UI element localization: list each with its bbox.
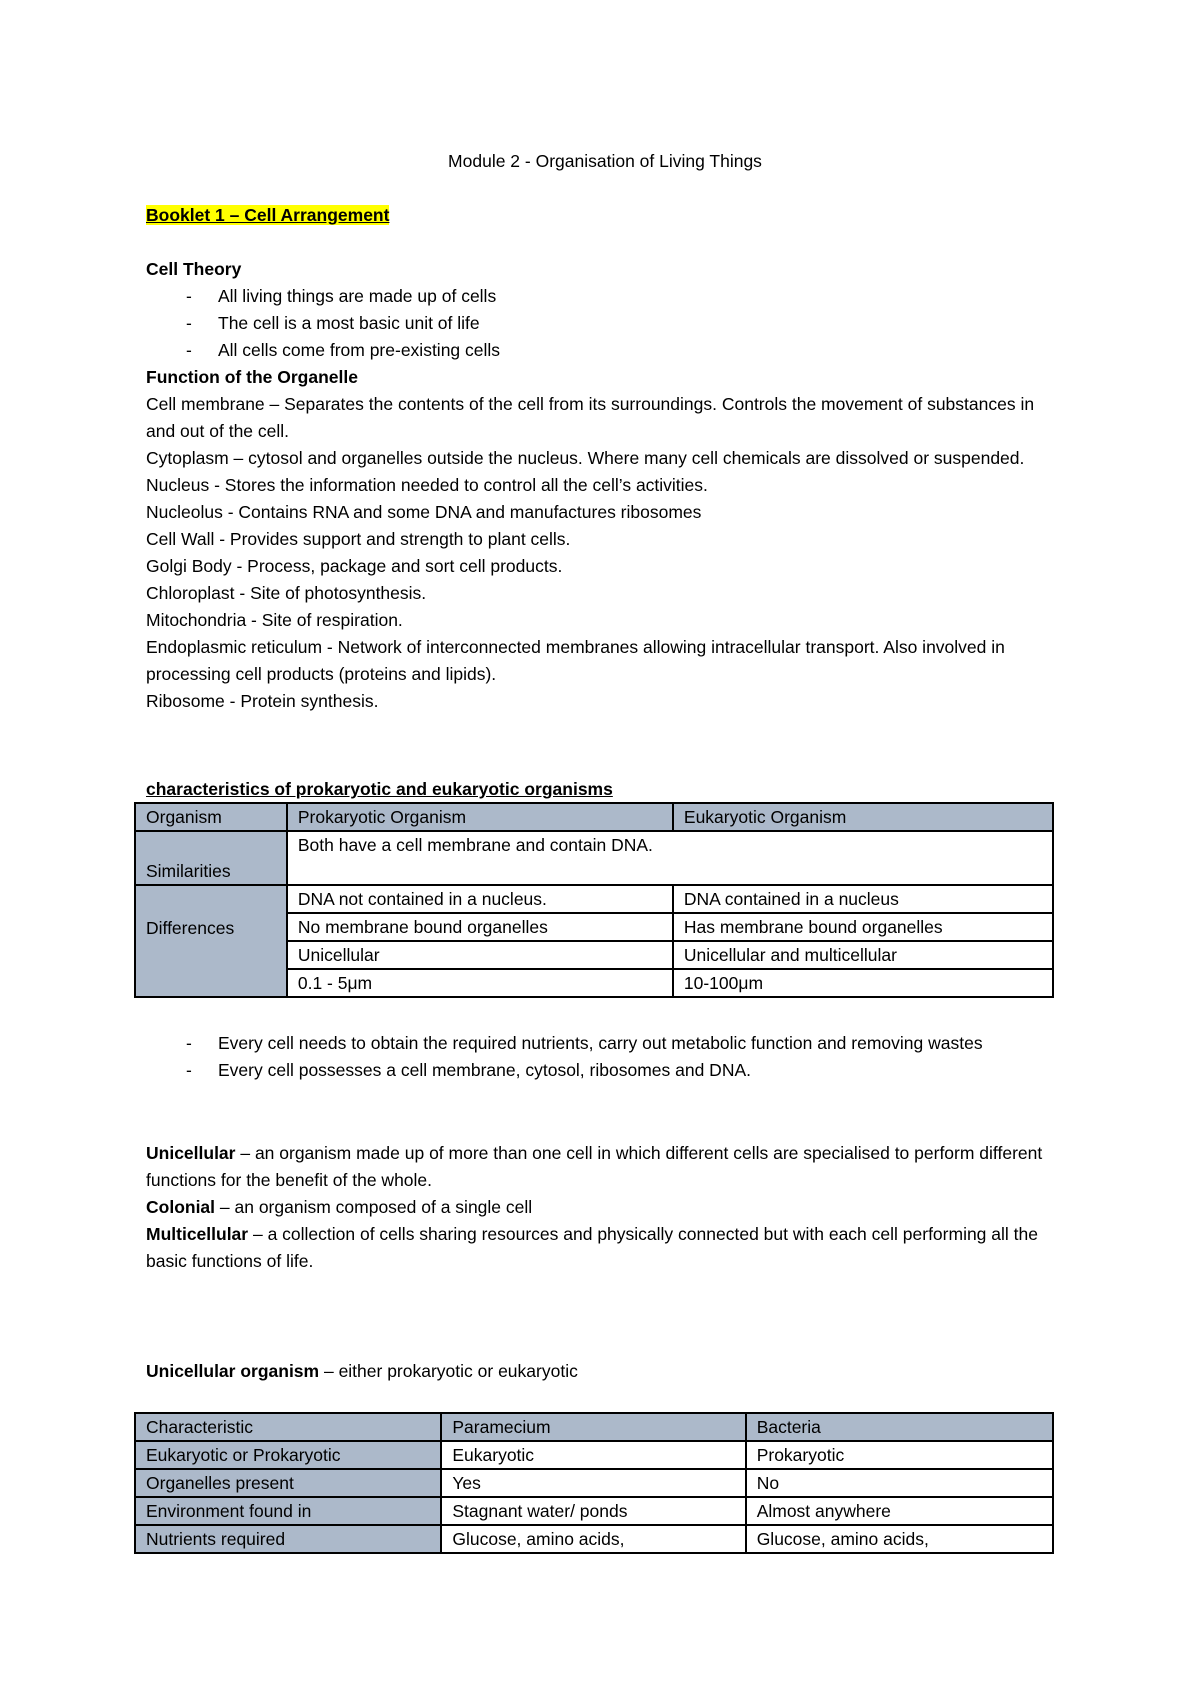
organelle-item: Chloroplast - Site of photosynthesis. (146, 583, 427, 603)
cell-theory-section (146, 256, 1066, 364)
organelle-heading: Function of the Organelle (146, 367, 358, 387)
table-header-cell: Characteristic (135, 1413, 441, 1441)
table-header-row (135, 1413, 1053, 1441)
organelle-item: Cytoplasm – cytosol and organelles outside the nucleus. Where many cell chemicals are dissolved or suspended. (146, 448, 1025, 468)
cell-theory-heading: Cell Theory (146, 259, 242, 279)
booklet-heading-text: Booklet 1 – Cell Arrangement (146, 205, 390, 225)
table-header-cell: Eukaryotic Organism (673, 803, 1053, 831)
table-cell: Unicellular and multicellular (673, 941, 1053, 969)
table-cell: DNA contained in a nucleus (673, 885, 1053, 913)
organelle-item: Golgi Body - Process, package and sort cell products. (146, 556, 563, 576)
prokaryote-eukaryote-table (134, 802, 1054, 998)
table-cell: Stagnant water/ ponds (441, 1497, 745, 1525)
table-cell: Almost anywhere (746, 1497, 1053, 1525)
table-row (135, 885, 1053, 913)
table-cell: 0.1 - 5μm (287, 969, 673, 997)
list-item: - Every cell needs to obtain the required nutrients, carry out metabolic function and removing wastes (186, 1033, 983, 1053)
organelle-item: Nucleus - Stores the information needed to control all the cell’s activities. (146, 475, 708, 495)
organelle-item: Endoplasmic reticulum - Network of interconnected membranes allowing intracellular transport. Also involved in processing cell products (proteins and lipids). (146, 637, 1005, 684)
table-cell: Glucose, amino acids, (746, 1525, 1053, 1553)
table-row (135, 1469, 1053, 1497)
list-item: - All cells come from pre-existing cells (186, 340, 501, 360)
table-cell: 10-100μm (673, 969, 1053, 997)
table-cell: Has membrane bound organelles (673, 913, 1053, 941)
table-cell: Prokaryotic (746, 1441, 1053, 1469)
differences-label: Differences (135, 885, 287, 997)
table-cell: No membrane bound organelles (287, 913, 673, 941)
table-header-cell: Paramecium (441, 1413, 745, 1441)
list-item: - Every cell possesses a cell membrane, cytosol, ribosomes and DNA. (186, 1060, 751, 1080)
definition-item: Colonial – an organism composed of a single cell (146, 1197, 533, 1217)
booklet-heading (146, 202, 1066, 229)
table-cell: Unicellular (287, 941, 673, 969)
table-header-cell: Organism (135, 803, 287, 831)
characteristics-heading: characteristics of prokaryotic and eukaryotic organisms (146, 779, 613, 799)
table-header-cell: Prokaryotic Organism (287, 803, 673, 831)
definitions-section (146, 1140, 1066, 1275)
table-cell: No (746, 1469, 1053, 1497)
list-item: - The cell is a most basic unit of life (186, 313, 480, 333)
similarities-label: Similarities (135, 831, 287, 885)
organelle-item: Nucleolus - Contains RNA and some DNA and manufactures ribosomes (146, 502, 702, 522)
table-cell: Eukaryotic (441, 1441, 745, 1469)
table-header-row (135, 803, 1053, 831)
unicellular-organism-line: Unicellular organism – either prokaryotic or eukaryotic (146, 1361, 578, 1381)
table-cell: DNA not contained in a nucleus. (287, 885, 673, 913)
organelle-item: Mitochondria - Site of respiration. (146, 610, 403, 630)
table-header-cell: Bacteria (746, 1413, 1053, 1441)
definition-item: Multicellular – a collection of cells sharing resources and physically connected but with each cell performing all the basic functions of life. (146, 1224, 1038, 1271)
organelle-item: Cell Wall - Provides support and strength to plant cells. (146, 529, 571, 549)
table-cell: Eukaryotic or Prokaryotic (135, 1441, 441, 1469)
organelle-item: Cell membrane – Separates the contents of the cell from its surroundings. Controls the movement of substances in and out of the cell. (146, 394, 1035, 441)
every-cell-section (146, 1030, 1066, 1084)
every-cell-list (146, 1030, 1066, 1084)
table-row (135, 1525, 1053, 1553)
list-item: - All living things are made up of cells (186, 286, 497, 306)
similarities-text: Both have a cell membrane and contain DNA. (287, 831, 1053, 885)
organelle-item: Ribosome - Protein synthesis. (146, 691, 379, 711)
definition-item: Unicellular – an organism made up of more than one cell in which different cells are specialised to perform different functions for the benefit of the whole. (146, 1143, 1043, 1190)
table-row (135, 1497, 1053, 1525)
table-cell: Nutrients required (135, 1525, 441, 1553)
table-cell: Organelles present (135, 1469, 441, 1497)
organelle-section (146, 364, 1061, 715)
table-row (135, 1441, 1053, 1469)
document-title: Module 2 - Organisation of Living Things (448, 151, 762, 171)
table-cell: Glucose, amino acids, (441, 1525, 745, 1553)
paramecium-bacteria-table (134, 1412, 1054, 1554)
table-row (135, 831, 1053, 885)
table-cell: Environment found in (135, 1497, 441, 1525)
table-cell: Yes (441, 1469, 745, 1497)
cell-theory-list (146, 283, 1066, 364)
